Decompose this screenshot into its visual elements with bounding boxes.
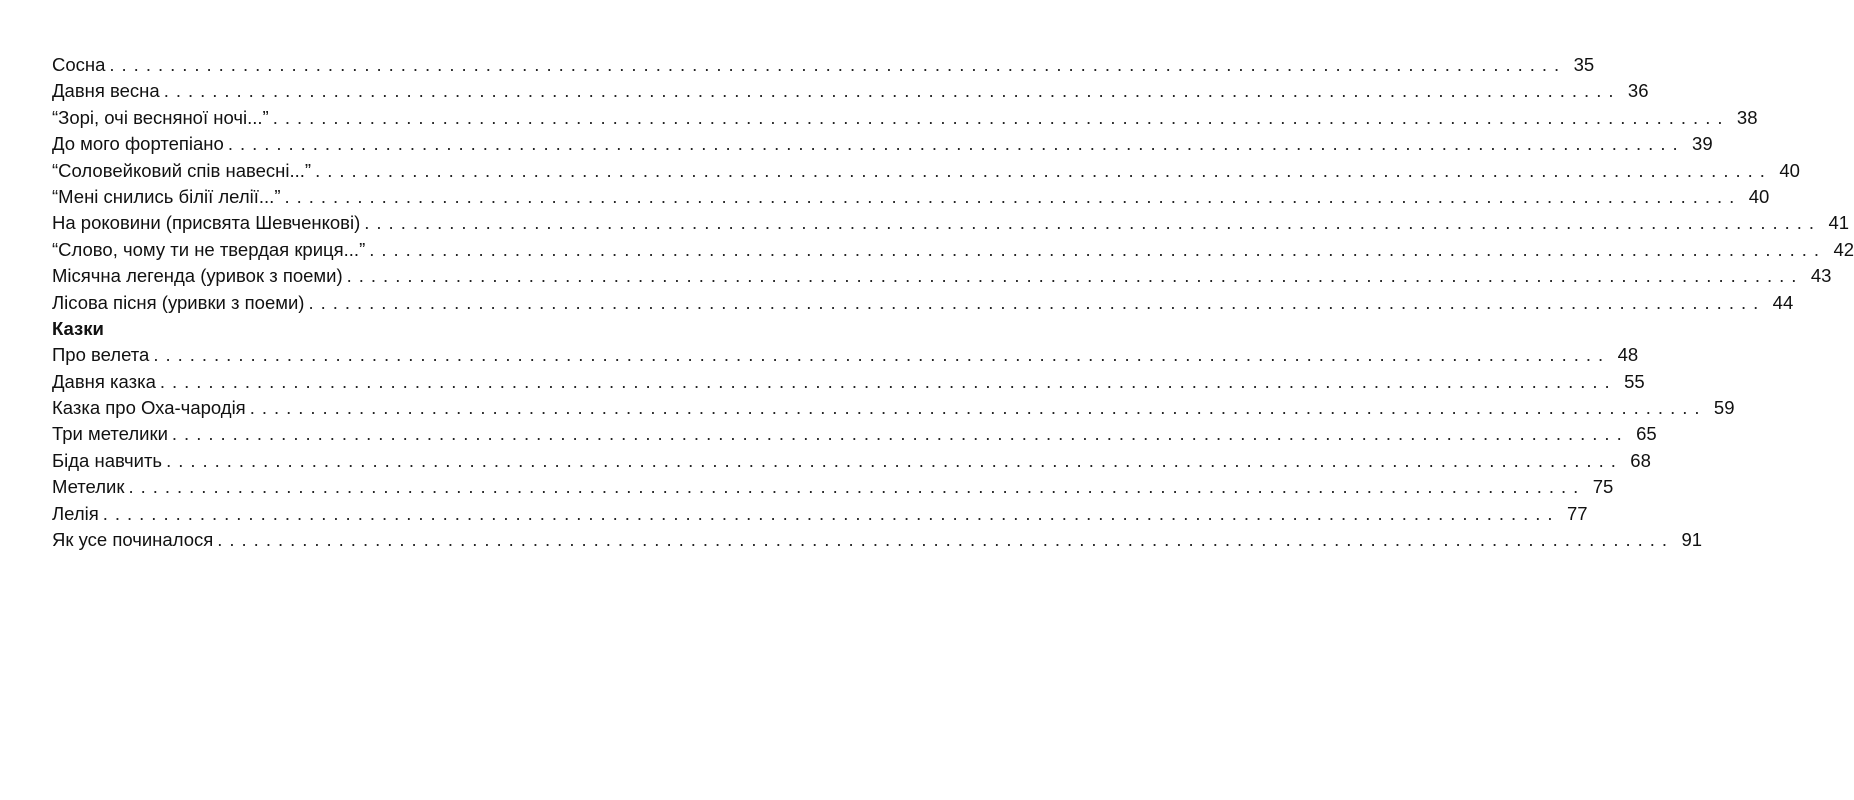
toc-entry-title: Метелик xyxy=(52,476,125,498)
toc-entry-page: 35 xyxy=(1573,54,1595,75)
toc-entry xyxy=(52,474,1614,500)
toc-entry-page: 48 xyxy=(1617,344,1639,366)
toc-entry-page: 38 xyxy=(1736,106,1758,128)
dot-leader: ........................................................................................................................ xyxy=(284,185,1742,207)
toc-entry-title: “Мені снились білії лелії...” xyxy=(52,185,281,207)
toc-entry-page: 40 xyxy=(1748,185,1770,207)
dot-leader: ........................................................................................................................ xyxy=(159,370,1617,392)
toc-entry xyxy=(52,237,1854,263)
toc-entry xyxy=(52,78,1649,104)
toc-entry-page: 77 xyxy=(1566,502,1588,524)
dot-leader: ........................................................................................................................ xyxy=(369,238,1827,260)
dot-leader: ........................................................................................................................ xyxy=(171,423,1629,445)
dot-leader: ........................................................................................................................ xyxy=(227,133,1685,155)
toc-entry xyxy=(52,210,1850,236)
toc-entry-title: “Слово, чому ти не твердая криця...” xyxy=(52,238,366,260)
dot-leader: ........................................................................................................................ xyxy=(308,291,1766,313)
toc-entry-title: До мого фортепіано xyxy=(52,133,224,155)
table-of-contents xyxy=(52,52,1854,553)
toc-entry-title: Лелія xyxy=(52,502,99,524)
toc-entry-title: Як усе починалося xyxy=(52,529,214,551)
toc-entry-page: 44 xyxy=(1772,291,1794,313)
dot-leader: ........................................................................................................................ xyxy=(109,54,1567,75)
dot-leader: ........................................................................................................................ xyxy=(364,212,1822,234)
toc-entry-page: 55 xyxy=(1624,370,1645,392)
dot-leader: ........................................................................................................................ xyxy=(315,159,1772,181)
dot-leader: ........................................................................................................................ xyxy=(153,344,1611,366)
toc-entry xyxy=(52,527,1703,553)
toc-entry-title: Про велета xyxy=(52,344,150,366)
toc-entry-page: 75 xyxy=(1592,476,1614,498)
toc-entry xyxy=(52,52,1595,78)
toc-entry-page: 65 xyxy=(1636,423,1657,445)
toc-entry-title: Сосна xyxy=(52,54,106,75)
toc-entry-page: 42 xyxy=(1833,238,1854,260)
toc-entry xyxy=(52,105,1758,131)
toc-entry xyxy=(52,290,1794,316)
toc-entry xyxy=(52,131,1713,157)
toc-entry-title: Лісова пісня (уривки з поеми) xyxy=(52,291,305,313)
toc-entry-page: 91 xyxy=(1681,529,1703,551)
toc-entry xyxy=(52,395,1735,421)
toc-entry-page: 41 xyxy=(1828,212,1850,234)
dot-leader: ........................................................................................................................ xyxy=(166,449,1623,471)
toc-entry xyxy=(52,342,1639,368)
toc-entry-title: Давня весна xyxy=(52,80,160,102)
toc-entry-page: 36 xyxy=(1627,80,1649,102)
toc-entry-title: Місячна легенда (уривок з поеми) xyxy=(52,265,343,287)
toc-entry-title: На роковини (присвята Шевченкові) xyxy=(52,212,361,234)
toc-group-tales xyxy=(52,342,1735,553)
dot-leader: ........................................................................................................................ xyxy=(249,397,1707,419)
section-heading: Казки xyxy=(52,317,104,339)
toc-entry-title: Біда навчить xyxy=(52,449,163,471)
dot-leader: ........................................................................................................................ xyxy=(163,80,1621,102)
toc-entry xyxy=(52,184,1770,210)
toc-entry xyxy=(52,421,1657,447)
toc-entry-page: 40 xyxy=(1779,159,1800,181)
dot-leader: ........................................................................................................................ xyxy=(128,476,1586,498)
dot-leader: ........................................................................................................................ xyxy=(272,106,1730,128)
toc-entry xyxy=(52,263,1832,289)
toc-entry xyxy=(52,501,1588,527)
dot-leader: ........................................................................................................................ xyxy=(102,502,1560,524)
toc-entry-page: 59 xyxy=(1713,397,1735,419)
toc-entry-title: Три метелики xyxy=(52,423,168,445)
toc-entry xyxy=(52,369,1645,395)
toc-entry-title: Давня казка xyxy=(52,370,156,392)
toc-entry-title: “Зорі, очі весняної ночі...” xyxy=(52,106,269,128)
dot-leader: ........................................................................................................................ xyxy=(346,265,1804,287)
toc-entry xyxy=(52,448,1651,474)
toc-group-poems xyxy=(52,52,1854,316)
dot-leader: ........................................................................................................................ xyxy=(217,529,1675,551)
toc-entry-title: Казка про Оха-чародія xyxy=(52,397,246,419)
toc-entry-page: 68 xyxy=(1630,449,1651,471)
toc-entry-title: “Соловейковий спів навесні...” xyxy=(52,159,312,181)
toc-entry xyxy=(52,158,1800,184)
toc-entry-page: 43 xyxy=(1810,265,1832,287)
toc-entry-page: 39 xyxy=(1692,133,1713,155)
